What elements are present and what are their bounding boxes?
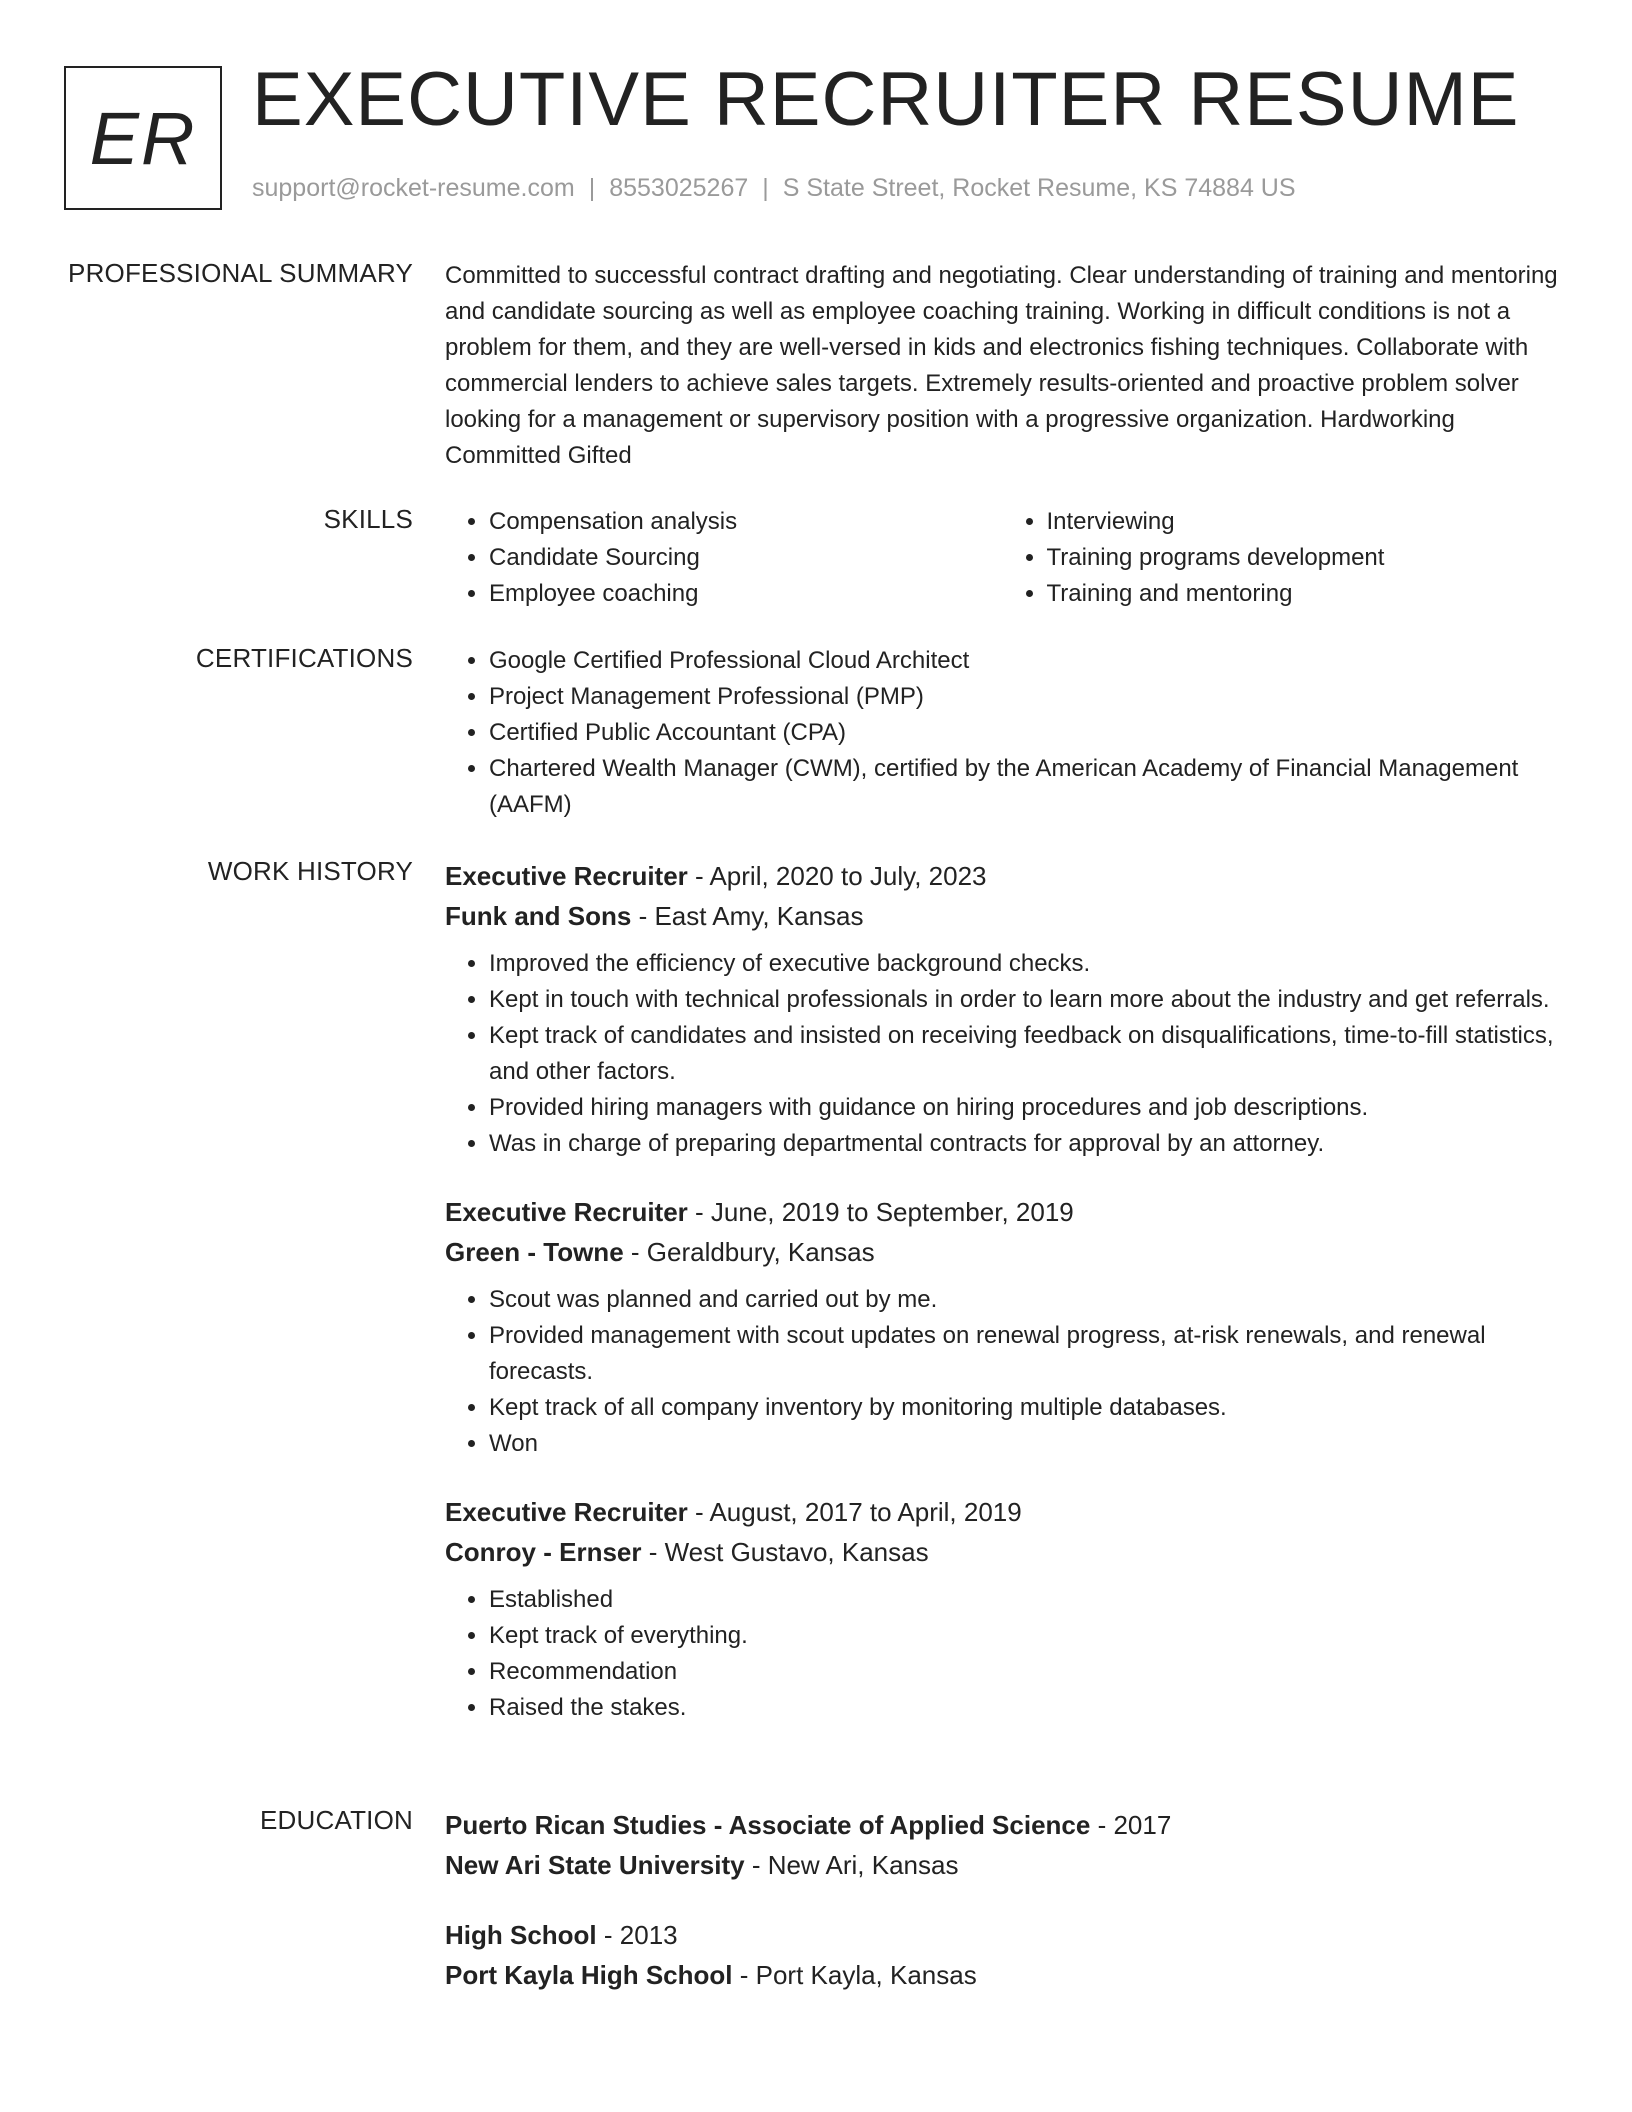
job-bullet: • Was in charge of preparing departmental contracts for approval by an attorney. (489, 1126, 1560, 1162)
education-school-line (445, 1845, 1560, 1885)
job-bullets (445, 1282, 1560, 1462)
job-bullet: • Improved the efficiency of executive background checks. (489, 946, 1560, 982)
education-school: Port Kayla High School (445, 1960, 733, 1990)
job-bullet: • Provided management with scout updates on renewal progress, at-risk renewals, and renewal forecasts. (489, 1318, 1560, 1390)
contact-phone[interactable]: 8553025267 (609, 174, 749, 202)
job-company-line (445, 896, 1560, 936)
certifications-list (445, 643, 1560, 823)
job-location: - West Gustavo, Kansas (641, 1537, 929, 1567)
contact-separator: | (588, 174, 596, 202)
job-bullet: • Kept in touch with technical professionals in order to learn more about the industry and get referrals. (489, 982, 1560, 1018)
skill-item: • Interviewing (1047, 504, 1561, 540)
skill-item: • Training programs development (1047, 540, 1561, 576)
job-bullets (445, 946, 1560, 1162)
job-bullet: • Scout was planned and carried out by me. (489, 1282, 1560, 1318)
education-degree: Puerto Rican Studies - Associate of Applied Science (445, 1810, 1091, 1840)
skills-content (445, 504, 1560, 612)
certification-item: • Project Management Professional (PMP) (489, 679, 1560, 715)
job-bullet: • Recommendation (489, 1654, 1560, 1690)
section-label-skills: SKILLS (323, 504, 413, 534)
skill-item: • Candidate Sourcing (489, 540, 1003, 576)
certification-item: • Google Certified Professional Cloud Architect (489, 643, 1560, 679)
education-degree-line (445, 1805, 1560, 1845)
skill-item: • Employee coaching (489, 576, 1003, 612)
certifications-content (445, 643, 1560, 823)
skills-column-2 (1003, 504, 1561, 612)
job-bullet: • Kept track of all company inventory by monitoring multiple databases. (489, 1390, 1560, 1426)
certification-item: • Chartered Wealth Manager (CWM), certified by the American Academy of Financial Management (AAFM) (489, 751, 1560, 823)
job-company: Green - Towne (445, 1237, 624, 1267)
contact-email[interactable]: support@rocket-resume.com (252, 174, 575, 202)
job-bullet: • Established (489, 1582, 1560, 1618)
job-bullet: • Kept track of candidates and insisted on receiving feedback on disqualifications, time-to-fill statistics, and other factors. (489, 1018, 1560, 1090)
job-company: Funk and Sons (445, 901, 632, 931)
contact-line (252, 174, 1296, 203)
education-school-line (445, 1955, 1560, 1995)
education-school: New Ari State University (445, 1850, 745, 1880)
job-location: - Geraldbury, Kansas (623, 1237, 875, 1267)
education-degree-line (445, 1915, 1560, 1955)
job-entry (445, 856, 1560, 1162)
skill-item: • Training and mentoring (1047, 576, 1561, 612)
job-bullet: • Won (489, 1426, 1560, 1462)
contact-separator: | (762, 174, 769, 202)
job-dates: - June, 2019 to September, 2019 (687, 1197, 1074, 1227)
job-title: Executive Recruiter (445, 1497, 688, 1527)
skill-item: • Compensation analysis (489, 504, 1003, 540)
education-location: - Port Kayla, Kansas (732, 1960, 977, 1990)
job-title: Executive Recruiter (445, 861, 688, 891)
education-entry (445, 1805, 1560, 1885)
section-label-summary: PROFESSIONAL SUMMARY (68, 258, 413, 288)
job-entry (445, 1192, 1560, 1462)
summary-text: Committed to successful contract drafting and negotiating. Clear understanding of training and mentoring and candidate sourcing as well as employee coaching training. Working in difficult conditions is not a problem for them, and they are well-versed in kids and electronics fishing techniques. Collaborate with commercial lenders to achieve sales targets. Extremely results-oriented and proactive problem solver looking for a management or supervisory position with a progressive organization. Hardworking Committed Gifted (445, 262, 1558, 469)
job-bullet: • Kept track of everything. (489, 1618, 1560, 1654)
work-history-content (445, 856, 1560, 1756)
job-company-line (445, 1232, 1560, 1272)
monogram-logo: ER (64, 66, 222, 210)
education-year: - 2013 (596, 1920, 678, 1950)
job-company: Conroy - Ernser (445, 1537, 642, 1567)
education-content (445, 1805, 1560, 2025)
education-entry (445, 1915, 1560, 1995)
job-dates: - August, 2017 to April, 2019 (687, 1497, 1022, 1527)
job-title: Executive Recruiter (445, 1197, 688, 1227)
page-title: EXECUTIVE RECRUITER RESUME (252, 57, 1520, 142)
job-bullet: • Raised the stakes. (489, 1690, 1560, 1726)
job-title-line (445, 1492, 1560, 1532)
section-label-education: EDUCATION (260, 1805, 413, 1835)
job-location: - East Amy, Kansas (631, 901, 864, 931)
job-company-line (445, 1532, 1560, 1572)
job-title-line (445, 1192, 1560, 1232)
section-label-certifications: CERTIFICATIONS (195, 643, 413, 673)
job-bullet: • Provided hiring managers with guidance on hiring procedures and job descriptions. (489, 1090, 1560, 1126)
contact-address: S State Street, Rocket Resume, KS 74884 US (782, 174, 1296, 202)
skills-column-1 (445, 504, 1003, 612)
section-label-work-history: WORK HISTORY (207, 856, 413, 886)
job-dates: - April, 2020 to July, 2023 (687, 861, 987, 891)
education-degree: High School (445, 1920, 597, 1950)
summary-content (445, 258, 1560, 474)
job-title-line (445, 856, 1560, 896)
certification-item: • Certified Public Accountant (CPA) (489, 715, 1560, 751)
education-location: - New Ari, Kansas (744, 1850, 959, 1880)
job-entry (445, 1492, 1560, 1726)
job-bullets (445, 1582, 1560, 1726)
education-year: - 2017 (1090, 1810, 1172, 1840)
